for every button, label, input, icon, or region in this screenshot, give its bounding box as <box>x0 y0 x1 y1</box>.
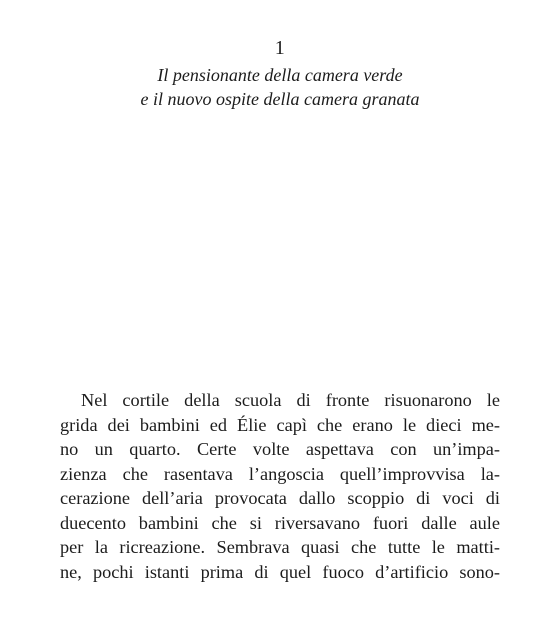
chapter-number: 1 <box>274 37 286 59</box>
text-line: grida dei bambini ed Élie capì che erano le dieci me- <box>60 414 500 435</box>
body-paragraph <box>60 388 500 584</box>
chapter-title-line: e il nuovo ospite della camera granata <box>140 89 420 109</box>
chapter-header <box>0 36 560 111</box>
text-line: duecento bambini che si riversavano fuori dalle aule <box>60 512 500 533</box>
text-line: Nel cortile della scuola di fronte risuonarono le <box>81 390 500 410</box>
text-line: ne, pochi istanti prima di quel fuoco d’artificio sono- <box>60 561 500 582</box>
text-line: cerazione dell’aria provocata dallo scoppio di voci di <box>60 488 500 508</box>
text-line: no un quarto. Certe volte aspettava con un’impa- <box>60 439 500 459</box>
chapter-title <box>0 63 560 111</box>
chapter-title-line: Il pensionante della camera verde <box>157 65 403 85</box>
text-line: zienza che rasentava l’angoscia quell’improvvisa la- <box>60 463 500 484</box>
text-line: per la ricreazione. Sembrava quasi che tutte le matti- <box>60 537 500 557</box>
